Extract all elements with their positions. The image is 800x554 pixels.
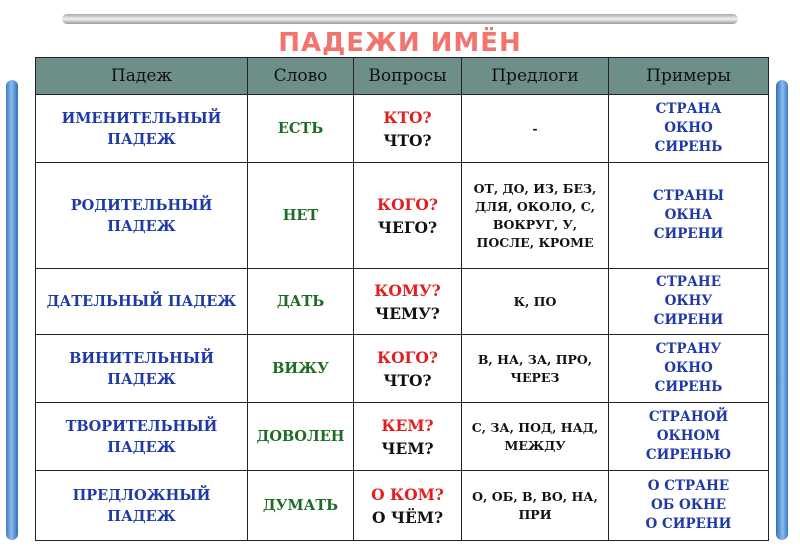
- question-who: КОГО?: [377, 347, 438, 367]
- prepositions: ОТ, ДО, ИЗ, БЕЗ, ДЛЯ, ОКОЛО, С, ВОКРУГ, У, ПОСЛЕ, КРОМЕ: [462, 163, 609, 269]
- header-examples: Примеры: [609, 58, 769, 95]
- example-word: ОКНО: [664, 120, 713, 136]
- table-row: [36, 335, 769, 403]
- helper-word: ДУМАТЬ: [248, 471, 354, 541]
- question-what: ЧТО?: [383, 130, 432, 150]
- table-row: [36, 163, 769, 269]
- prepositions: О, ОБ, В, ВО, НА, ПРИ: [462, 471, 609, 541]
- example-word: ОБ ОКНЕ: [650, 497, 727, 513]
- page-title: ПАДЕЖИ ИМЁН: [278, 28, 522, 58]
- example-word: СТРАНА: [655, 101, 722, 117]
- questions-cell: [354, 471, 462, 541]
- question-who: КОГО?: [377, 194, 438, 214]
- questions-cell: [354, 269, 462, 335]
- prepositions: С, ЗА, ПОД, НАД, МЕЖДУ: [462, 403, 609, 471]
- helper-word: ВИЖУ: [248, 335, 354, 403]
- table-row: [36, 95, 769, 163]
- examples-cell: [609, 163, 769, 269]
- questions-cell: [354, 163, 462, 269]
- case-name: ДАТЕЛЬНЫЙ ПАДЕЖ: [36, 269, 248, 335]
- case-name: ТВОРИТЕЛЬНЫЙ ПАДЕЖ: [36, 403, 248, 471]
- header-word: Слово: [248, 58, 354, 95]
- examples-cell: [609, 269, 769, 335]
- example-word: СИРЕНИ: [653, 312, 724, 328]
- question-what: ЧЕМ?: [381, 438, 434, 458]
- question-who: О КОМ?: [371, 484, 444, 504]
- example-word: О СТРАНЕ: [647, 478, 730, 494]
- examples-cell: [609, 335, 769, 403]
- helper-word: ДАТЬ: [248, 269, 354, 335]
- example-word: О СИРЕНИ: [645, 516, 732, 532]
- case-name: ПРЕДЛОЖНЫЙ ПАДЕЖ: [36, 471, 248, 541]
- question-what: О ЧЁМ?: [371, 507, 444, 527]
- question-what: ЧТО?: [383, 370, 432, 390]
- example-word: СТРАНЕ: [656, 274, 721, 290]
- example-word: СИРЕНИ: [653, 226, 724, 242]
- question-who: КОМУ?: [374, 280, 441, 300]
- helper-word: НЕТ: [248, 163, 354, 269]
- header-prepositions: Предлоги: [462, 58, 609, 95]
- question-what: ЧЕГО?: [377, 217, 438, 237]
- examples-cell: [609, 471, 769, 541]
- question-who: КЕМ?: [381, 415, 434, 435]
- case-name: РОДИТЕЛЬНЫЙ ПАДЕЖ: [36, 163, 248, 269]
- questions-cell: [354, 403, 462, 471]
- prepositions: К, ПО: [462, 269, 609, 335]
- helper-word: ЕСТЬ: [248, 95, 354, 163]
- header-case: Падеж: [36, 58, 248, 95]
- decorative-left-bar: [6, 80, 18, 540]
- example-word: ОКНА: [664, 207, 713, 223]
- header-questions: Вопросы: [354, 58, 462, 95]
- helper-word: ДОВОЛЕН: [248, 403, 354, 471]
- example-word: СТРАНУ: [655, 341, 722, 357]
- examples-cell: [609, 403, 769, 471]
- prepositions: В, НА, ЗА, ПРО, ЧЕРЕЗ: [462, 335, 609, 403]
- example-word: СИРЕНЬ: [654, 139, 723, 155]
- decorative-top-bar: [62, 14, 738, 24]
- questions-cell: [354, 95, 462, 163]
- example-word: ОКНО: [664, 360, 713, 376]
- decorative-right-bar: [776, 80, 788, 540]
- examples-cell: [609, 95, 769, 163]
- case-name: ИМЕНИТЕЛЬНЫЙ ПАДЕЖ: [36, 95, 248, 163]
- questions-cell: [354, 335, 462, 403]
- table-row: [36, 403, 769, 471]
- table-row: [36, 471, 769, 541]
- example-word: СТРАНЫ: [653, 188, 724, 204]
- example-word: СИРЕНЬ: [654, 379, 723, 395]
- example-word: СТРАНОЙ: [648, 409, 729, 425]
- example-word: СИРЕНЬЮ: [645, 447, 732, 463]
- prepositions: -: [462, 95, 609, 163]
- question-what: ЧЕМУ?: [375, 303, 440, 323]
- example-word: ОКНУ: [664, 293, 713, 309]
- cases-table: [35, 57, 769, 541]
- case-name: ВИНИТЕЛЬНЫЙ ПАДЕЖ: [36, 335, 248, 403]
- question-who: КТО?: [383, 107, 432, 127]
- table-header-row: [36, 58, 769, 95]
- example-word: ОКНОМ: [656, 428, 721, 444]
- table-row: [36, 269, 769, 335]
